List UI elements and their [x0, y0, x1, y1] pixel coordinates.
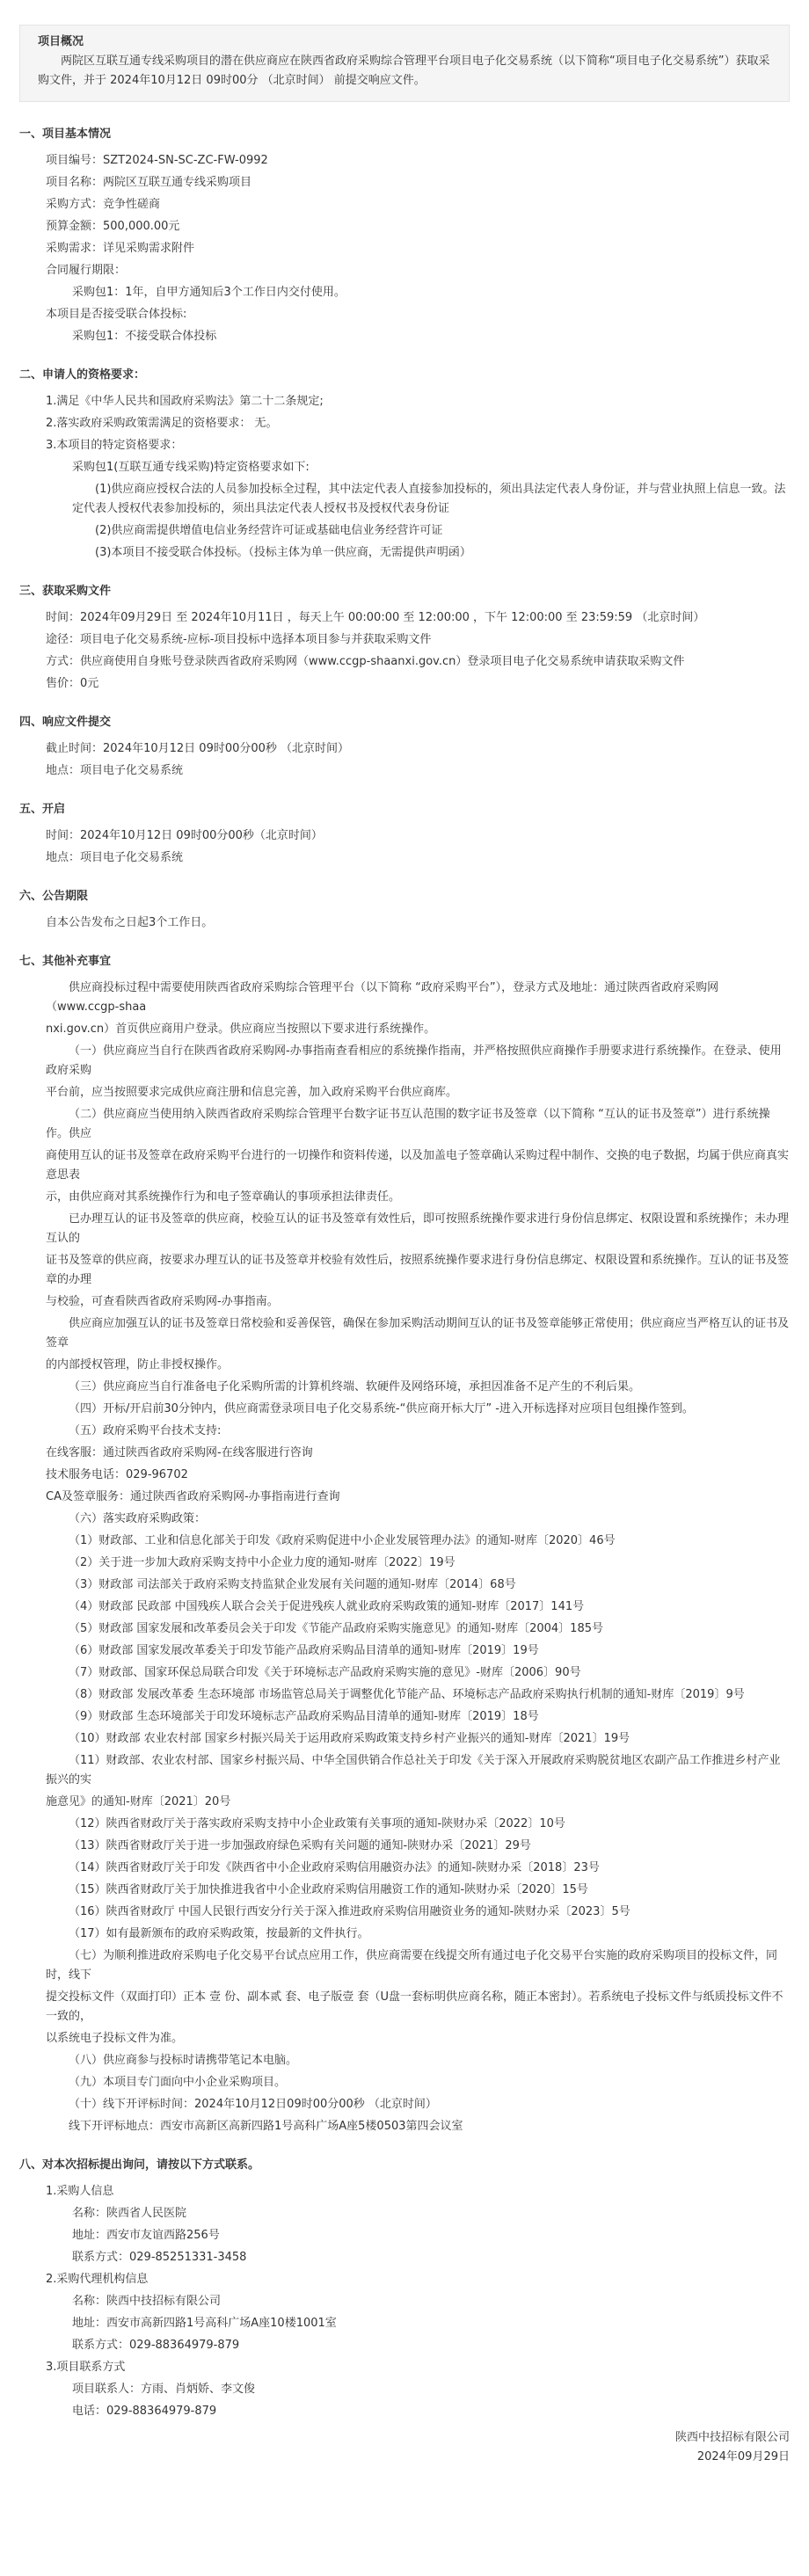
signature-date: 2024年09月29日: [696, 2450, 790, 2463]
policy-item: （10）财政部 农业农村部 国家乡村振兴局关于运用政府采购政策支持乡村产业振兴的通知-财库〔2021〕19号: [69, 1732, 630, 1745]
paragraph: 供应商投标过程中需要使用陕西省政府采购综合管理平台（以下简称 “政府采购平台”），登录方式及地址：通过陕西省政府采购网（www.ccgp-shaa: [46, 981, 719, 1014]
purchaser-address: 地址：西安市友谊西路256号: [72, 2229, 220, 2242]
section-heading: 二、申请人的资格要求：: [19, 368, 146, 382]
paragraph: 的内部授权管理，防止非授权操作。: [46, 1358, 230, 1372]
policy-item: （2）关于进一步加大政府采购支持中小企业力度的通知-财库〔2022〕19号: [69, 1556, 456, 1569]
qualification-item: 1.满足《中华人民共和国政府采购法》第二十二条规定;: [46, 395, 324, 408]
paragraph: （八）供应商参与投标时请携带笔记本电脑。: [69, 2054, 298, 2067]
policy-item: （16）陕西省财政厅 中国人民银行西安分行关于深入推进政府采购信用融资业务的通知-陕财办采〔2023〕5号: [69, 1905, 630, 1918]
paragraph: 证书及签章的供应商，按要求办理互认的证书及签章并校验有效性后，按照系统操作要求进行身份信息绑定、权限设置和系统操作。互认的证书及签章的办理: [46, 1254, 790, 1286]
policy-item: （14）陕西省财政厅关于印发《陕西省中小企业政府采购信用融资办法》的通知-陕财办采〔2018〕23号: [69, 1861, 600, 1874]
paragraph: （九）本项目专门面向中小企业采购项目。: [69, 2076, 287, 2089]
get-docs-price: 售价：0元: [46, 677, 99, 690]
qualification-item: 2.落实政府采购政策需满足的资格要求： 无。: [46, 417, 278, 430]
opening-place: 地点：项目电子化交易系统: [46, 851, 184, 864]
paragraph: （一）供应商应当自行在陕西省政府采购网-办事指南查看相应的系统操作指南，并严格按照供应商操作手册要求进行系统操作。在登录、使用政府采购: [46, 1044, 782, 1077]
project-overview-box: [19, 25, 790, 102]
announcement-period-text: 自本公告发布之日起3个工作日。: [46, 916, 214, 929]
paragraph: （三）供应商应当自行准备电子化采购所需的计算机终端、软硬件及网络环境，承担因准备不足产生的不利后果。: [69, 1380, 641, 1394]
procurement-requirement: 采购需求：详见采购需求附件: [46, 242, 195, 255]
section-basic-info: [19, 125, 790, 346]
paragraph: 示，由供应商对其系统操作行为和电子签章确认的事项承担法律责任。: [46, 1190, 401, 1204]
policy-item: （7）财政部、国家环保总局联合印发《关于环境标志产品政府采购实施的意见》-财库〔2006〕90号: [69, 1666, 581, 1679]
paragraph: nxi.gov.cn）首页供应商用户登录。供应商应当按照以下要求进行系统操作。: [46, 1022, 436, 1036]
project-contact-person: 项目联系人：方雨、肖炳娇、李文俊: [72, 2383, 256, 2396]
get-docs-method: 方式：供应商使用自身账号登录陕西省政府采购网（www.ccgp-shaanxi.gov.cn）登录项目电子化交易系统申请获取采购文件: [46, 655, 685, 668]
policy-item: （11）财政部、农业农村部、国家乡村振兴局、中华全国供销合作总社关于印发《关于深入开展政府采购脱贫地区农副产品工作推进乡村产业振兴的实: [46, 1754, 781, 1786]
agency-phone: 联系方式：029-88364979-879: [72, 2339, 240, 2352]
purchaser-name: 名称：陕西省人民医院: [72, 2207, 187, 2220]
paragraph: 线下开评标地点：西安市高新区高新四路1号高科广场A座5楼0503第四会议室: [69, 2120, 463, 2133]
paragraph: （五）政府采购平台技术支持:: [69, 1424, 222, 1437]
overview-title: 项目概况: [38, 35, 84, 48]
section-heading: 五、开启: [19, 803, 66, 816]
section-contact: [19, 2156, 790, 2421]
requirement-item: (2)供应商需提供增值电信业务经营许可证或基础电信业务经营许可证: [95, 524, 443, 537]
paragraph: （六）落实政府采购政策：: [69, 1512, 207, 1525]
support-line: 在线客服：通过陕西省政府采购网-在线客服进行咨询: [46, 1446, 313, 1459]
package-period: 采购包1：1年，自甲方通知后3个工作日内交付使用。: [72, 286, 346, 299]
package-consortium: 采购包1：不接受联合体投标: [72, 330, 217, 343]
project-contact-label: 3.项目联系方式: [46, 2361, 126, 2374]
purchaser-info-label: 1.采购人信息: [46, 2185, 114, 2198]
paragraph: （四）开标/开启前30分钟内，供应商需登录项目电子化交易系统-“供应商开标大厅” -进入开标选择对应项目包组操作签到。: [69, 1402, 694, 1415]
submission-deadline: 截止时间：2024年10月12日 09时00分00秒 （北京时间）: [46, 742, 350, 755]
agency-address: 地址：西安市高新四路1号高科广场A座10楼1001室: [72, 2317, 337, 2330]
policy-item: （5）财政部 国家发展和改革委员会关于印发《节能产品政府采购实施意见》的通知-财库〔2004〕185号: [69, 1622, 603, 1635]
project-contact-phone: 电话：029-88364979-879: [72, 2405, 217, 2418]
paragraph: （七）为顺利推进政府采购电子化交易平台试点应用工作，供应商需要在线提交所有通过电子化交易平台实施的政府采购项目的投标文件，同时，线下: [46, 1949, 778, 1982]
section-heading: 七、其他补充事宜: [19, 955, 112, 968]
policy-item: （9）财政部 生态环境部关于印发环境标志产品政府采购品目清单的通知-财库〔2019〕18号: [69, 1710, 539, 1723]
policy-item: （6）财政部 国家发展改革委关于印发节能产品政府采购品目清单的通知-财库〔2019〕19号: [69, 1644, 539, 1657]
agency-info-label: 2.采购代理机构信息: [46, 2273, 149, 2286]
paragraph: （二）供应商应当使用纳入陕西省政府采购综合管理平台数字证书互认范围的数字证书及签章（以下简称 “互认的证书及签章”）进行系统操作。供应: [46, 1108, 770, 1140]
policy-item: （8）财政部 发展改革委 生态环境部 市场监管总局关于调整优化节能产品、环境标志产品政府采购执行机制的通知-财库〔2019〕9号: [69, 1688, 745, 1701]
contract-period-label: 合同履行期限：: [46, 264, 127, 277]
section-get-documents: [19, 582, 790, 694]
support-line: 技术服务电话：029-96702: [46, 1468, 188, 1481]
submission-place: 地点：项目电子化交易系统: [46, 764, 184, 777]
paragraph: 提交投标文件（双面打印）正本 壹 份、副本贰 套、电子版壹 套（U盘一套标明供应商名称，随正本密封）。若系统电子投标文件与纸质投标文件不一致的，: [46, 1990, 783, 2023]
section-opening: [19, 800, 790, 868]
policy-item: （17）如有最新颁布的政府采购政策，按最新的文件执行。: [69, 1927, 369, 1940]
agency-name: 名称：陕西中技招标有限公司: [72, 2295, 222, 2308]
project-number: 项目编号：SZT2024-SN-SC-ZC-FW-0992: [46, 154, 268, 167]
purchaser-phone: 联系方式：029-85251331-3458: [72, 2251, 247, 2264]
budget-amount: 预算金额：500,000.00元: [46, 220, 180, 233]
policy-item: （3）财政部 司法部关于政府采购支持监狱企业发展有关问题的通知-财库〔2014〕68号: [69, 1578, 516, 1591]
paragraph: 已办理互认的证书及签章的供应商，校验互认的证书及签章有效性后，即可按照系统操作要求进行身份信息绑定、权限设置和系统操作；未办理互认的: [46, 1212, 790, 1245]
project-name: 项目名称：两院区互联互通专线采购项目: [46, 176, 252, 189]
section-other-matters: [19, 952, 790, 2136]
overview-text: 两院区互联互通专线采购项目的潜在供应商应在陕西省政府采购综合管理平台项目电子化交易系统（以下简称“项目电子化交易系统”）获取采购文件，并于 2024年10月12日 09时00分 （北京时间） 前提交响应文件。: [38, 55, 770, 87]
paragraph: （十）线下开评标时间：2024年10月12日09时00分00秒 （北京时间）: [69, 2098, 437, 2111]
section-qualifications: [19, 366, 790, 563]
paragraph: 以系统电子投标文件为准。: [46, 2032, 184, 2045]
policy-item: （15）陕西省财政厅关于加快推进我省中小企业政府采购信用融资工作的通知-陕财办采〔2020〕15号: [69, 1883, 588, 1896]
requirement-item: (3)本项目不接受联合体投标。（投标主体为单一供应商，无需提供声明函）: [95, 546, 471, 559]
policy-item: 施意见》的通知-财库〔2021〕20号: [46, 1795, 231, 1808]
section-submission: [19, 713, 790, 781]
signature-org: 陕西中技招标有限公司: [674, 2431, 790, 2444]
section-announcement-period: [19, 887, 790, 933]
support-line: CA及签章服务：通过陕西省政府采购网-办事指南进行查询: [46, 1490, 340, 1503]
package-requirement-label: 采购包1(互联互通专线采购)特定资格要求如下:: [72, 461, 310, 474]
consortium-label: 本项目是否接受联合体投标:: [46, 308, 187, 321]
paragraph: 商使用互认的证书及签章在政府采购平台进行的一切操作和资料传递，以及加盖电子签章确认采购过程中制作、交换的电子数据，均属于供应商真实意思表: [46, 1149, 790, 1182]
section-heading: 八、对本次招标提出询问，请按以下方式联系。: [19, 2158, 260, 2172]
get-docs-way: 途径：项目电子化交易系统-应标-项目投标中选择本项目参与并获取采购文件: [46, 633, 432, 646]
section-heading: 三、获取采购文件: [19, 585, 112, 598]
policy-item: （12）陕西省财政厅关于落实政府采购支持中小企业政策有关事项的通知-陕财办采〔2022〕10号: [69, 1817, 565, 1830]
section-heading: 六、公告期限: [19, 890, 89, 903]
paragraph: 与校验，可查看陕西省政府采购网-办事指南。: [46, 1295, 279, 1308]
section-heading: 一、项目基本情况: [19, 127, 112, 141]
qualification-item: 3.本项目的特定资格要求：: [46, 439, 183, 452]
opening-time: 时间：2024年10月12日 09时00分00秒（北京时间）: [46, 829, 323, 842]
policy-item: （1）财政部、工业和信息化部关于印发《政府采购促进中小企业发展管理办法》的通知-财库〔2020〕46号: [69, 1534, 616, 1547]
policy-item: （13）陕西省财政厅关于进一步加强政府绿色采购有关问题的通知-陕财办采〔2021〕29号: [69, 1839, 531, 1852]
paragraph: 供应商应加强互认的证书及签章日常校验和妥善保管，确保在参加采购活动期间互认的证书及签章能够正常使用；供应商应当严格互认的证书及签章: [46, 1317, 790, 1350]
paragraph: 平台前，应当按照要求完成供应商注册和信息完善，加入政府采购平台供应商库。: [46, 1086, 458, 1099]
policy-item: （4）财政部 民政部 中国残疾人联合会关于促进残疾人就业政府采购政策的通知-财库〔2017〕141号: [69, 1600, 585, 1613]
get-docs-time: 时间：2024年09月29日 至 2024年10月11日 ，每天上午 00:00:00 至 12:00:00 ，下午 12:00:00 至 23:59:59 （北京时间）: [46, 611, 705, 624]
section-heading: 四、响应文件提交: [19, 716, 112, 729]
requirement-item: (1)供应商应授权合法的人员参加投标全过程，其中法定代表人直接参加投标的，须出具法定代表人身份证，并与营业执照上信息一致。法定代表人授权代表参加投标的，须出具法定代表人授权书及授权代表身份证: [72, 483, 786, 515]
signature-block: [19, 2428, 790, 2467]
procurement-method: 采购方式：竞争性磋商: [46, 198, 161, 211]
